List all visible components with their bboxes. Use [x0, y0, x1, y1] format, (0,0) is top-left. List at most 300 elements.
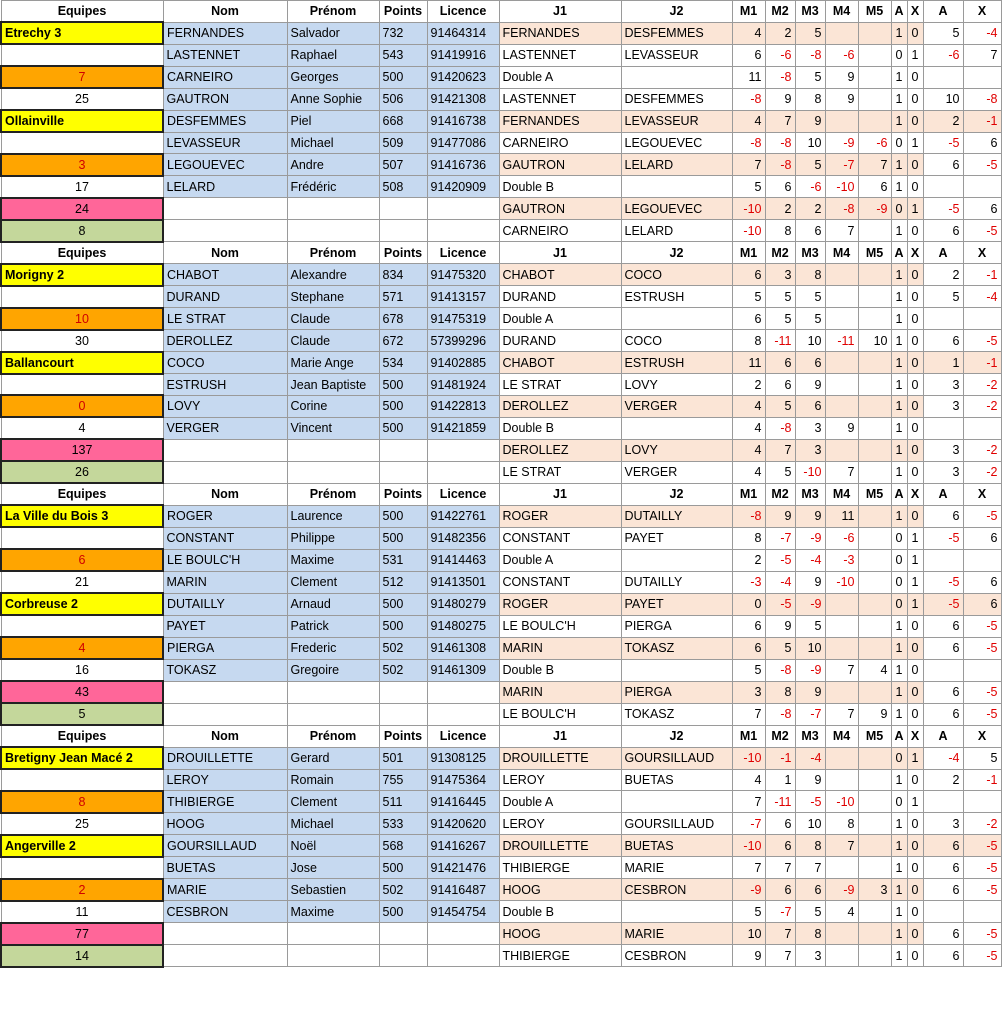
set-m2: 6 — [765, 813, 795, 835]
player-prenom: Corine — [287, 395, 379, 417]
player-prenom: Frederic — [287, 637, 379, 659]
home-team-score: 6 — [1, 549, 163, 571]
set-m4: -9 — [825, 132, 858, 154]
set-m1: 6 — [732, 308, 765, 330]
match-a: 1 — [891, 857, 907, 879]
match-a: 1 — [891, 110, 907, 132]
set-m1: -8 — [732, 505, 765, 527]
set-m5 — [858, 88, 891, 110]
empty-cell — [163, 923, 287, 945]
match-a: 1 — [891, 439, 907, 461]
player-prenom: Maxime — [287, 901, 379, 923]
total-x: -2 — [963, 395, 1001, 417]
header-m1: M1 — [732, 725, 765, 747]
set-m4: 9 — [825, 88, 858, 110]
header-row — [1, 242, 1001, 264]
match-j2: ESTRUSH — [621, 286, 732, 308]
header-licence: Licence — [427, 1, 499, 23]
total-pink: 43 — [1, 681, 163, 703]
header-m1: M1 — [732, 483, 765, 505]
total-a: 1 — [923, 352, 963, 374]
match-x: 1 — [907, 791, 923, 813]
set-m2: -8 — [765, 132, 795, 154]
set-m1: 4 — [732, 417, 765, 439]
table-row — [1, 132, 1001, 154]
header-prenom: Prénom — [287, 483, 379, 505]
player-points: 500 — [379, 857, 427, 879]
match-j1: DROUILLETTE — [499, 835, 621, 857]
player-prenom: Stephane — [287, 286, 379, 308]
empty-cell — [427, 923, 499, 945]
set-m4 — [825, 615, 858, 637]
set-m1: 10 — [732, 923, 765, 945]
set-m1: 4 — [732, 110, 765, 132]
match-j2: VERGER — [621, 395, 732, 417]
player-prenom: Marie Ange — [287, 352, 379, 374]
player-nom: LOVY — [163, 395, 287, 417]
set-m1: 6 — [732, 637, 765, 659]
table-row — [1, 659, 1001, 681]
player-nom: DROUILLETTE — [163, 747, 287, 769]
away-team-score: 3 — [1, 154, 163, 176]
player-points: 534 — [379, 352, 427, 374]
player-nom: ROGER — [163, 505, 287, 527]
player-points: 502 — [379, 879, 427, 901]
header-m5: M5 — [858, 483, 891, 505]
table-row — [1, 154, 1001, 176]
home-team-points: 25 — [1, 813, 163, 835]
set-m2: -5 — [765, 593, 795, 615]
total-x: -5 — [963, 615, 1001, 637]
total-x — [963, 659, 1001, 681]
match-a: 0 — [891, 571, 907, 593]
header-points: Points — [379, 242, 427, 264]
set-m1: -9 — [732, 879, 765, 901]
total-x: -5 — [963, 703, 1001, 725]
set-m4 — [825, 945, 858, 967]
header-points: Points — [379, 1, 427, 23]
total-x: -5 — [963, 637, 1001, 659]
player-nom: TOKASZ — [163, 659, 287, 681]
match-a: 1 — [891, 88, 907, 110]
away-team-name: Corbreuse 2 — [1, 593, 163, 615]
total-a: 2 — [923, 110, 963, 132]
set-m4: -10 — [825, 176, 858, 198]
set-m3: 9 — [795, 681, 825, 703]
set-m4: 7 — [825, 659, 858, 681]
set-m3: 9 — [795, 571, 825, 593]
set-m4: 11 — [825, 505, 858, 527]
set-m1: -3 — [732, 571, 765, 593]
empty-cell — [427, 220, 499, 242]
player-points: 834 — [379, 264, 427, 286]
player-licence: 91416267 — [427, 835, 499, 857]
total-a: 6 — [923, 220, 963, 242]
match-j1: CONSTANT — [499, 571, 621, 593]
set-m3: -4 — [795, 549, 825, 571]
match-j1: CARNEIRO — [499, 132, 621, 154]
empty-cell — [163, 220, 287, 242]
set-m4 — [825, 264, 858, 286]
total-x: -5 — [963, 835, 1001, 857]
player-nom: CHABOT — [163, 264, 287, 286]
blank — [1, 527, 163, 549]
set-m5: 9 — [858, 703, 891, 725]
set-m3: -7 — [795, 703, 825, 725]
header-m2: M2 — [765, 483, 795, 505]
set-m4 — [825, 395, 858, 417]
table-row — [1, 923, 1001, 945]
header-j1: J1 — [499, 242, 621, 264]
header-a: A — [891, 483, 907, 505]
empty-cell — [287, 220, 379, 242]
match-x: 0 — [907, 374, 923, 396]
header-m4: M4 — [825, 483, 858, 505]
total-x: -2 — [963, 374, 1001, 396]
header-j1: J1 — [499, 725, 621, 747]
set-m1: 4 — [732, 439, 765, 461]
header-row — [1, 483, 1001, 505]
player-nom: MARIE — [163, 879, 287, 901]
header-x2: X — [963, 483, 1001, 505]
header-a: A — [891, 1, 907, 23]
total-a: 10 — [923, 88, 963, 110]
total-a: 6 — [923, 615, 963, 637]
away-team-name: Angerville 2 — [1, 835, 163, 857]
match-j1: THIBIERGE — [499, 857, 621, 879]
match-x: 0 — [907, 176, 923, 198]
away-team-points: 4 — [1, 417, 163, 439]
set-m1: 5 — [732, 176, 765, 198]
match-j1: DURAND — [499, 330, 621, 352]
player-points: 571 — [379, 286, 427, 308]
total-a — [923, 176, 963, 198]
header-m2: M2 — [765, 1, 795, 23]
total-a: 6 — [923, 857, 963, 879]
empty-cell — [427, 198, 499, 220]
set-m3: 8 — [795, 264, 825, 286]
player-licence: 91416445 — [427, 791, 499, 813]
set-m2: 5 — [765, 286, 795, 308]
set-m2: -7 — [765, 527, 795, 549]
set-m4: -8 — [825, 198, 858, 220]
set-m4: -9 — [825, 879, 858, 901]
set-m3: 9 — [795, 505, 825, 527]
player-licence: 91416487 — [427, 879, 499, 901]
set-m2: 7 — [765, 923, 795, 945]
player-licence: 91475319 — [427, 308, 499, 330]
player-prenom: Piel — [287, 110, 379, 132]
set-m2: -8 — [765, 66, 795, 88]
match-j2: ESTRUSH — [621, 352, 732, 374]
set-m3: 2 — [795, 198, 825, 220]
total-x: -5 — [963, 330, 1001, 352]
match-a: 1 — [891, 220, 907, 242]
match-a: 1 — [891, 66, 907, 88]
home-team-name: Morigny 2 — [1, 264, 163, 286]
set-m4: 7 — [825, 835, 858, 857]
match-x: 0 — [907, 703, 923, 725]
table-row — [1, 330, 1001, 352]
empty-cell — [287, 439, 379, 461]
total-a: 6 — [923, 835, 963, 857]
header-a: A — [891, 725, 907, 747]
set-m3: -6 — [795, 176, 825, 198]
player-points: 668 — [379, 110, 427, 132]
set-m4 — [825, 637, 858, 659]
away-team-points: 17 — [1, 176, 163, 198]
set-m2: -1 — [765, 747, 795, 769]
set-m1: 4 — [732, 395, 765, 417]
header-m5: M5 — [858, 242, 891, 264]
header-a2: A — [923, 1, 963, 23]
total-a: 6 — [923, 879, 963, 901]
set-m1: 11 — [732, 352, 765, 374]
set-m1: 0 — [732, 593, 765, 615]
match-j2: TOKASZ — [621, 703, 732, 725]
set-m2: -5 — [765, 549, 795, 571]
header-x: X — [907, 242, 923, 264]
match-j1: ROGER — [499, 505, 621, 527]
match-j2: GOURSILLAUD — [621, 747, 732, 769]
match-j1: ROGER — [499, 593, 621, 615]
set-m4 — [825, 681, 858, 703]
player-nom: DURAND — [163, 286, 287, 308]
total-a: 6 — [923, 154, 963, 176]
total-a — [923, 659, 963, 681]
header-points: Points — [379, 725, 427, 747]
match-j2: PIERGA — [621, 681, 732, 703]
player-nom: THIBIERGE — [163, 791, 287, 813]
total-x: -5 — [963, 681, 1001, 703]
match-j1: Double B — [499, 901, 621, 923]
match-a: 0 — [891, 527, 907, 549]
table-row — [1, 527, 1001, 549]
match-j1: THIBIERGE — [499, 945, 621, 967]
player-licence: 91402885 — [427, 352, 499, 374]
away-team-points: 16 — [1, 659, 163, 681]
player-prenom: Claude — [287, 308, 379, 330]
player-points: 511 — [379, 791, 427, 813]
match-j1: LE BOULC'H — [499, 615, 621, 637]
set-m2: 6 — [765, 374, 795, 396]
set-m4: -6 — [825, 527, 858, 549]
empty-cell — [163, 945, 287, 967]
set-m1: 5 — [732, 901, 765, 923]
set-m5 — [858, 681, 891, 703]
table-row — [1, 791, 1001, 813]
set-m5 — [858, 264, 891, 286]
set-m3: 6 — [795, 879, 825, 901]
total-x: -4 — [963, 22, 1001, 44]
set-m5: 4 — [858, 659, 891, 681]
set-m4: 7 — [825, 220, 858, 242]
header-m1: M1 — [732, 242, 765, 264]
player-prenom: Georges — [287, 66, 379, 88]
header-m3: M3 — [795, 1, 825, 23]
total-a: 6 — [923, 505, 963, 527]
set-m3: -9 — [795, 527, 825, 549]
match-j1: GAUTRON — [499, 154, 621, 176]
player-nom: ESTRUSH — [163, 374, 287, 396]
player-nom: LELARD — [163, 176, 287, 198]
match-a: 0 — [891, 198, 907, 220]
set-m1: -8 — [732, 132, 765, 154]
header-x: X — [907, 725, 923, 747]
header-m4: M4 — [825, 1, 858, 23]
player-licence: 91416736 — [427, 154, 499, 176]
match-x: 1 — [907, 527, 923, 549]
player-points: 512 — [379, 571, 427, 593]
set-m2: -11 — [765, 791, 795, 813]
set-m3: -10 — [795, 461, 825, 483]
match-x: 0 — [907, 923, 923, 945]
home-team-name: Etrechy 3 — [1, 22, 163, 44]
player-licence: 91414463 — [427, 549, 499, 571]
match-j2: GOURSILLAUD — [621, 813, 732, 835]
player-nom: LE STRAT — [163, 308, 287, 330]
set-m4 — [825, 110, 858, 132]
match-j1: LASTENNET — [499, 44, 621, 66]
player-licence: 57399296 — [427, 330, 499, 352]
set-m2: -8 — [765, 703, 795, 725]
match-a: 1 — [891, 615, 907, 637]
header-nom: Nom — [163, 242, 287, 264]
table-row — [1, 395, 1001, 417]
player-nom: GOURSILLAUD — [163, 835, 287, 857]
match-j1: CHABOT — [499, 264, 621, 286]
set-m4 — [825, 769, 858, 791]
player-nom: BUETAS — [163, 857, 287, 879]
away-team-score: 4 — [1, 637, 163, 659]
table-row — [1, 505, 1001, 527]
set-m5 — [858, 66, 891, 88]
total-x: -5 — [963, 945, 1001, 967]
match-a: 1 — [891, 461, 907, 483]
player-points: 507 — [379, 154, 427, 176]
set-m5 — [858, 395, 891, 417]
table-row — [1, 220, 1001, 242]
match-a: 1 — [891, 879, 907, 901]
set-m2: 6 — [765, 835, 795, 857]
table-row — [1, 44, 1001, 66]
match-x: 0 — [907, 88, 923, 110]
player-prenom: Jean Baptiste — [287, 374, 379, 396]
player-points: 500 — [379, 395, 427, 417]
match-x: 0 — [907, 395, 923, 417]
set-m1: 5 — [732, 659, 765, 681]
set-m1: 2 — [732, 549, 765, 571]
match-a: 1 — [891, 505, 907, 527]
header-x2: X — [963, 1, 1001, 23]
match-a: 1 — [891, 923, 907, 945]
total-a: 2 — [923, 264, 963, 286]
empty-cell — [287, 681, 379, 703]
player-licence: 91454754 — [427, 901, 499, 923]
set-m3: 9 — [795, 110, 825, 132]
total-a: 3 — [923, 395, 963, 417]
set-m4 — [825, 22, 858, 44]
set-m1: 6 — [732, 44, 765, 66]
table-row — [1, 352, 1001, 374]
table-row — [1, 615, 1001, 637]
header-prenom: Prénom — [287, 242, 379, 264]
set-m4 — [825, 308, 858, 330]
table-row — [1, 813, 1001, 835]
match-j2: LELARD — [621, 154, 732, 176]
player-prenom: Gerard — [287, 747, 379, 769]
total-x: -5 — [963, 220, 1001, 242]
match-j1: DEROLLEZ — [499, 395, 621, 417]
total-a: 3 — [923, 461, 963, 483]
player-prenom: Clement — [287, 791, 379, 813]
set-m2: -7 — [765, 901, 795, 923]
total-x: -2 — [963, 813, 1001, 835]
table-row — [1, 22, 1001, 44]
total-x: -4 — [963, 286, 1001, 308]
match-a: 1 — [891, 835, 907, 857]
set-m3: 8 — [795, 835, 825, 857]
total-x: -1 — [963, 769, 1001, 791]
match-j2: MARIE — [621, 857, 732, 879]
header-m3: M3 — [795, 725, 825, 747]
set-m3: -9 — [795, 659, 825, 681]
player-nom: CESBRON — [163, 901, 287, 923]
header-a2: A — [923, 725, 963, 747]
header-m3: M3 — [795, 483, 825, 505]
player-licence: 91477086 — [427, 132, 499, 154]
total-a: 3 — [923, 374, 963, 396]
match-j1: Double A — [499, 549, 621, 571]
set-m4 — [825, 923, 858, 945]
set-m5 — [858, 505, 891, 527]
header-a2: A — [923, 242, 963, 264]
set-m2: 7 — [765, 439, 795, 461]
empty-cell — [379, 439, 427, 461]
set-m1: 5 — [732, 286, 765, 308]
set-m4: -7 — [825, 154, 858, 176]
total-x: 6 — [963, 593, 1001, 615]
player-points: 509 — [379, 132, 427, 154]
player-licence: 91481924 — [427, 374, 499, 396]
player-points: 500 — [379, 901, 427, 923]
blank — [1, 769, 163, 791]
match-j2 — [621, 66, 732, 88]
total-pink: 24 — [1, 198, 163, 220]
total-x — [963, 549, 1001, 571]
total-x: 6 — [963, 132, 1001, 154]
match-j1: Double B — [499, 417, 621, 439]
total-pink: 77 — [1, 923, 163, 945]
empty-cell — [163, 439, 287, 461]
total-x — [963, 66, 1001, 88]
empty-cell — [379, 945, 427, 967]
blank — [1, 615, 163, 637]
table-row — [1, 945, 1001, 967]
match-j2: PAYET — [621, 593, 732, 615]
set-m5 — [858, 637, 891, 659]
set-m2: -8 — [765, 417, 795, 439]
match-a: 1 — [891, 374, 907, 396]
player-points: 543 — [379, 44, 427, 66]
total-x — [963, 176, 1001, 198]
player-points: 531 — [379, 549, 427, 571]
header-m2: M2 — [765, 242, 795, 264]
match-a: 1 — [891, 813, 907, 835]
table-row — [1, 835, 1001, 857]
total-x — [963, 417, 1001, 439]
match-x: 0 — [907, 857, 923, 879]
